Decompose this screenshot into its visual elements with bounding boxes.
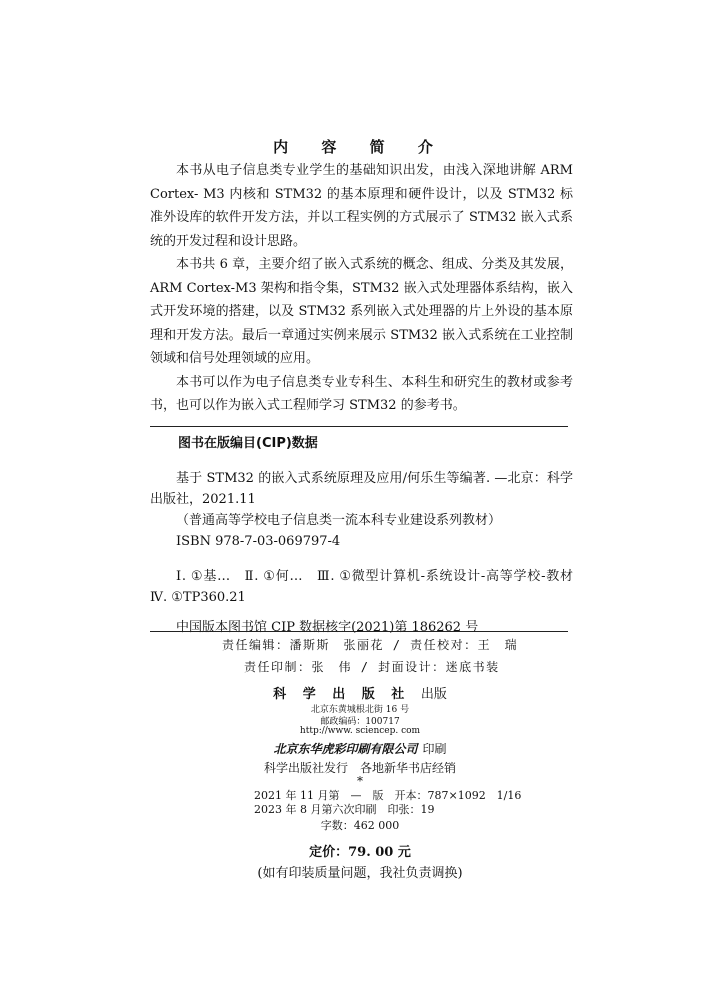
cip-entry: 基于 STM32 的嵌入式系统原理及应用/何乐生等编著. —北京：科学出版社，2021.11 (150, 471, 573, 507)
publisher-line (0, 683, 720, 702)
publisher-address: 北京东黄城根北街 16 号 (310, 705, 410, 715)
cip-block (150, 468, 587, 638)
distribution-line: 科学出版社发行 各地新华书店经销 (263, 761, 456, 775)
separator-star: * (357, 774, 363, 788)
printer-suffix: 印刷 (422, 742, 447, 756)
summary-paragraph: 本书从电子信息类专业学生的基础知识出发，由浅入深地讲解 ARM Cortex- M3 内核和 STM32 的基本原理和硬件设计，以及 STM32 标准外设库的软件开发方法，并以工程实例的方式展示了 STM32 嵌入式系统的开发过程和设计思路。 (150, 163, 573, 249)
summary-body (150, 159, 573, 418)
summary-heading: 内 容 简 介 (273, 138, 447, 156)
publisher-postcode: 邮政编码：100717 (320, 717, 400, 727)
word-count: 字数：462 000 (320, 819, 400, 832)
printer-line (0, 738, 720, 757)
quality-notice: (如有印装质量问题，我社负责调换) (257, 866, 463, 881)
cip-top-rule (150, 426, 568, 427)
cip-series: （普通高等学校电子信息类一流本科专业建设系列教材） (176, 513, 502, 528)
cip-title: 图书在版编目(CIP)数据 (178, 436, 318, 451)
cip-classification: Ⅰ. ①基… Ⅱ. ①何… Ⅲ. ①微型计算机-系统设计-高等学校-教材 Ⅳ. ①TP360.21 (150, 569, 587, 605)
publisher-suffix: 出版 (420, 687, 447, 702)
summary-paragraph: 本书可以作为电子信息类专业专科生、本科生和研究生的教材或参考书，也可以作为嵌入式工程师学习 STM32 的参考书。 (150, 374, 573, 413)
edition-line-1: 2021 年 11 月第 — 版 开本：787×1092 1/16 (254, 789, 522, 802)
price: 定价：79. 00 元 (309, 845, 411, 860)
staff-line-2: 责任印制：张 伟 / 封面设计：迷底书装 (244, 660, 500, 674)
staff-line-1: 责任编辑：潘斯斯 张丽花 / 责任校对：王 瑞 (222, 638, 519, 652)
cip-bottom-rule (150, 631, 568, 632)
cip-record: 中国版本图书馆 CIP 数据核字(2021)第 186262 号 (176, 620, 479, 635)
cip-isbn: ISBN 978-7-03-069797-4 (176, 534, 341, 549)
publisher-name: 科 学 出 版 社 (273, 687, 411, 702)
edition-line-2: 2023 年 8 月第六次印刷 印张：19 (254, 803, 435, 816)
publisher-website: http://www. sciencep. com (299, 726, 421, 736)
summary-paragraph: 本书共 6 章，主要介绍了嵌入式系统的概念、组成、分类及其发展，ARM Cortex-M3 架构和指令集，STM32 嵌入式处理器体系结构，嵌入式开发环境的搭建，以及 STM32 系列嵌入式处理器的片上外设的基本原理和开发方法。最后一章通过实例来展示 STM32 嵌入式系统在工业控制领域和信号处理领域的应用。 (150, 257, 573, 366)
printer-name: 北京东华虎彩印刷有限公司 (273, 742, 418, 756)
